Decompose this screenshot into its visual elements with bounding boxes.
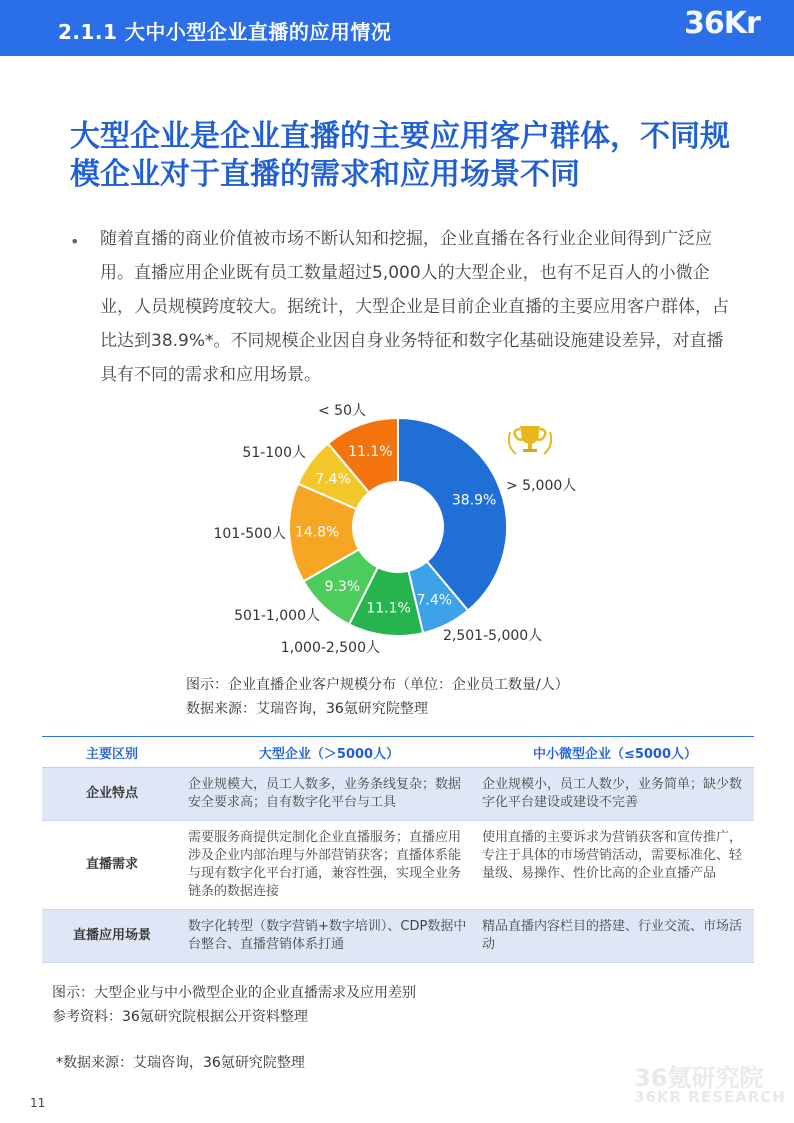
watermark-cn: 36氪研究院 — [634, 1064, 764, 1092]
slice-value-label: 11.1% — [348, 443, 393, 460]
slice-category-label: 501-1,000人 — [234, 608, 320, 624]
logo-text: 36Kr — [684, 6, 760, 41]
36kr-logo — [674, 0, 794, 56]
table-source: 参考资料：36氪研究院根据公开资料整理 — [52, 1009, 308, 1025]
row-label: 企业特点 — [42, 768, 182, 821]
table-cell: 企业规模小，员工人数少，业务简单；缺少数字化平台建设或建设不完善 — [476, 768, 754, 821]
table-header-cell: 主要区别 — [42, 737, 182, 768]
table-cell: 数字化转型（数字营销+数字培训）、CDP数据中台整合、直播营销体系打通 — [182, 910, 476, 963]
chart-source: 数据来源：艾瑞咨询，36氪研究院整理 — [186, 701, 428, 717]
slice-value-label: 7.4% — [416, 592, 453, 609]
row-label: 直播应用场景 — [42, 910, 182, 963]
table-header-row — [42, 737, 754, 768]
slice-category-label: 51-100人 — [242, 445, 306, 461]
table-cell: 企业规模大，员工人数多，业务条线复杂；数据安全要求高；自有数字化平台与工具 — [182, 768, 476, 821]
comparison-table — [42, 736, 754, 963]
table-header-cell: 中小微型企业（≤5000人） — [476, 737, 754, 768]
page-number: 11 — [30, 1096, 46, 1110]
donut-chart — [0, 390, 794, 670]
slice-category-label: 1,000-2,500人 — [280, 640, 380, 656]
header-bar — [0, 0, 794, 56]
slice-value-label: 7.4% — [315, 471, 351, 488]
slice-value-label: 14.8% — [294, 524, 340, 541]
footnote: *数据来源：艾瑞咨询，36氪研究院整理 — [56, 1055, 305, 1071]
slice-value-label: 38.9% — [451, 492, 497, 509]
trophy-icon — [509, 426, 551, 454]
slice-category-label: 2,501-5,000人 — [443, 628, 543, 644]
slice-category-label: < 50人 — [318, 403, 366, 419]
section-title: 2.1.1 大中小型企业直播的应用情况 — [58, 20, 392, 44]
slice-value-label: 11.1% — [366, 600, 411, 617]
row-label: 直播需求 — [42, 821, 182, 910]
table-row — [42, 821, 754, 910]
slice-category-label: > 5,000人 — [506, 478, 577, 494]
slice-value-label: 9.3% — [324, 578, 361, 595]
table-header-cell: 大型企业（＞5000人） — [182, 737, 476, 768]
body-paragraph: 随着直播的商业价值被市场不断认知和挖掘，企业直播在各行业企业间得到广泛应用。直播应用企业既有员工数量超过5,000人的大型企业，也有不足百人的小微企业，人员规模跨度较大。据统计，大型企业是目前企业直播的主要应用客户群体，占比达到38.9%*。不同规模企业因自身业务特征和数字化基础设施建设差异，对直播具有不同的需求和应用场景。 — [100, 229, 729, 385]
chart-caption: 图示：企业直播企业客户规模分布（单位：企业员工数量/人） — [186, 677, 569, 693]
slice-category-label: 101-500人 — [213, 526, 286, 542]
table-cell: 需要服务商提供定制化企业直播服务；直播应用涉及企业内部治理与外部营销获客；直播体系能与现有数字化平台打通，兼容性强，实现全业务链条的数据连接 — [182, 821, 476, 910]
bullet-icon: • — [70, 232, 80, 251]
watermark-en: 36KR RESEARCH — [634, 1088, 786, 1106]
table-row — [42, 910, 754, 963]
headline: 大型企业是企业直播的主要应用客户群体，不同规模企业对于直播的需求和应用场景不同 — [70, 119, 730, 192]
table-cell: 使用直播的主要诉求为营销获客和宣传推广，专注于具体的市场营销活动，需要标准化、轻量级、易操作、性价比高的企业直播产品 — [476, 821, 754, 910]
table-cell: 精品直播内容栏目的搭建、行业交流、市场活动 — [476, 910, 754, 963]
table-row — [42, 768, 754, 821]
table-caption: 图示：大型企业与中小微型企业的企业直播需求及应用差别 — [52, 985, 416, 1001]
